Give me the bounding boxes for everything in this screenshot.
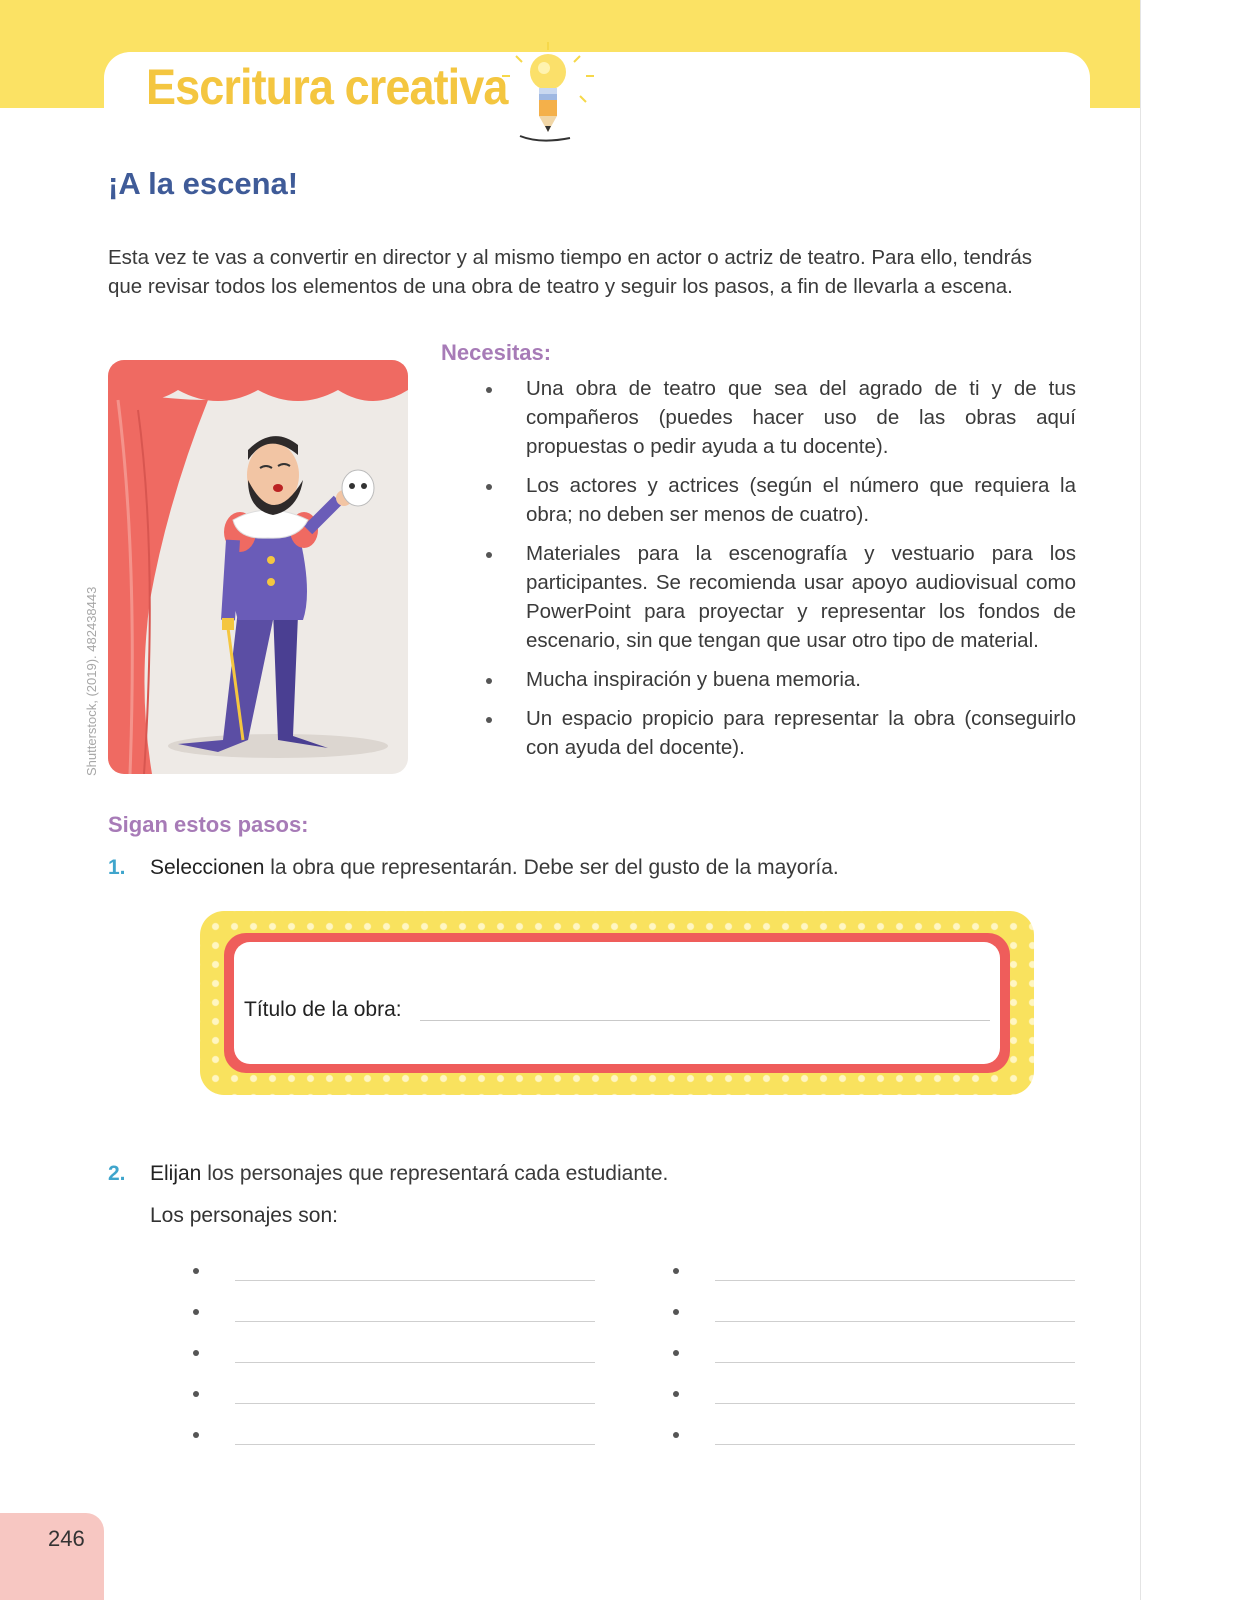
bullet-icon (193, 1268, 199, 1274)
answer-line[interactable] (715, 1362, 1075, 1363)
bullet-icon (193, 1432, 199, 1438)
list-item (193, 1344, 633, 1385)
bullet-icon (673, 1350, 679, 1356)
list-item: Los actores y actrices (según el número que requiera la obra; no deben ser menos de cuatro). (486, 471, 1076, 529)
characters-label: Los personajes son: (150, 1204, 338, 1227)
step-text: los personajes que representará cada estudiante. (201, 1162, 669, 1185)
page-edge (1140, 0, 1141, 1600)
list-item: Un espacio propicio para representar la obra (conseguirlo con ayuda del docente). (486, 704, 1076, 762)
bullet-icon (486, 678, 492, 684)
bullet-icon (673, 1268, 679, 1274)
activity-title: ¡A la escena! (108, 166, 299, 201)
answer-line[interactable] (715, 1321, 1075, 1322)
answer-line[interactable] (715, 1280, 1075, 1281)
list-item (673, 1426, 1113, 1467)
step-verb: Seleccionen (150, 856, 265, 879)
list-item (673, 1344, 1113, 1385)
title-label: Título de la obra: (244, 998, 402, 1021)
lightbulb-pencil-icon (500, 42, 600, 152)
list-item: Una obra de teatro que sea del agrado de ti y de tus compañeros (puedes hacer uso de las obras aquí propuestas o pedir ayuda a tu docente). (486, 374, 1076, 461)
list-item (193, 1385, 633, 1426)
intro-paragraph: Esta vez te vas a convertir en director y al mismo tiempo en actor o actriz de teatro. Para ello, tendrás que revisar todos los elementos de una obra de teatro y seguir los pasos, a fin de llevarla a escena. (108, 246, 1033, 298)
page-number: 246 (48, 1526, 85, 1551)
steps-heading: Sigan estos pasos: (108, 812, 309, 837)
characters-list-left (193, 1262, 633, 1467)
characters-list-right (673, 1262, 1113, 1467)
step-number: 2. (108, 1162, 126, 1185)
list-item (193, 1426, 633, 1467)
step-text: la obra que representarán. Debe ser del gusto de la mayoría. (264, 856, 839, 879)
list-item (673, 1262, 1113, 1303)
bullet-icon (673, 1309, 679, 1315)
list-item (673, 1303, 1113, 1344)
list-item (193, 1303, 633, 1344)
answer-line[interactable] (715, 1403, 1075, 1404)
answer-line[interactable] (235, 1280, 595, 1281)
needs-list (486, 374, 1076, 772)
bullet-icon (486, 387, 492, 393)
list-item: Mucha inspiración y buena memoria. (486, 665, 1076, 694)
list-item (193, 1262, 633, 1303)
bullet-icon (486, 717, 492, 723)
answer-line[interactable] (235, 1321, 595, 1322)
bullet-icon (193, 1391, 199, 1397)
actor-illustration (108, 360, 408, 774)
answer-line[interactable] (235, 1403, 595, 1404)
bullet-icon (486, 552, 492, 558)
answer-line[interactable] (235, 1362, 595, 1363)
step-1 (108, 856, 839, 880)
bullet-icon (486, 484, 492, 490)
bullet-icon (673, 1391, 679, 1397)
bullet-icon (673, 1432, 679, 1438)
bullet-icon (193, 1350, 199, 1356)
image-credit: Shutterstock, (2019). 482438443 (84, 586, 99, 776)
title-input-line[interactable] (420, 1020, 990, 1021)
step-2 (108, 1162, 668, 1186)
list-item: Materiales para la escenografía y vestuario para los participantes. Se recomienda usar apoyo audiovisual como PowerPoint para proyectar y representar los fondos de escenario, sin que tengan que usar otro tipo de material. (486, 539, 1076, 655)
section-title: Escritura creativa (146, 59, 508, 115)
bullet-icon (193, 1309, 199, 1315)
answer-line[interactable] (235, 1444, 595, 1445)
answer-line[interactable] (715, 1444, 1075, 1445)
step-verb: Elijan (150, 1162, 202, 1185)
step-number: 1. (108, 856, 126, 879)
needs-heading: Necesitas: (441, 340, 552, 365)
list-item (673, 1385, 1113, 1426)
